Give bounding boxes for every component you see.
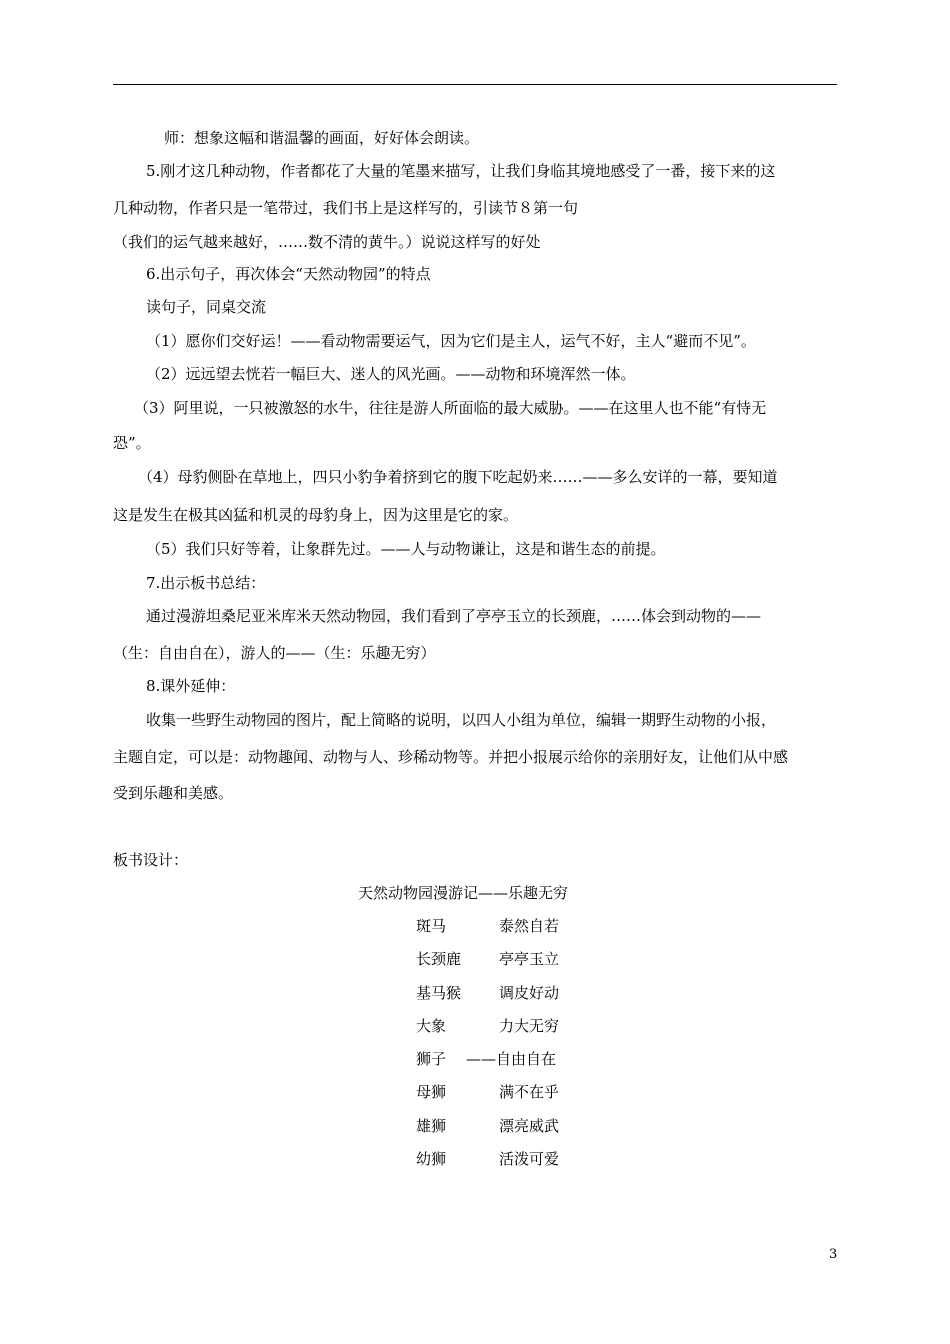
page-number: 3 [829, 1247, 838, 1262]
board-animal: 长颈鹿 [416, 950, 462, 968]
paragraph-line: （我们的运气越来越好，……数不清的黄牛。）说说这样写的好处 [113, 233, 541, 251]
board-desc: 调皮好动 [499, 984, 560, 1002]
paragraph-line: 6.出示句子，再次体会“天然动物园”的特点 [146, 265, 431, 283]
paragraph-line: 收集一些野生动物园的图片，配上简略的说明，以四人小组为单位，编辑一期野生动物的小报， [146, 711, 777, 729]
paragraph-line: 主题自定，可以是：动物趣闻、动物与人、珍稀动物等。并把小报展示给你的亲朋好友，让他们从中感 [113, 748, 789, 766]
paragraph-line: 读句子，同桌交流 [146, 298, 267, 316]
board-animal: 狮子 [416, 1050, 447, 1068]
board-animal: 斑马 [416, 917, 447, 935]
board-animal: 基马猴 [416, 984, 462, 1002]
paragraph-line: （2）远远望去恍若一幅巨大、迷人的风光画。——动物和环境浑然一体。 [146, 365, 636, 383]
board-animal: 大象 [416, 1017, 447, 1035]
paragraph-line: 受到乐趣和美感。 [113, 784, 234, 802]
board-desc: 力大无穷 [499, 1017, 560, 1035]
paragraph-line: 5.刚才这几种动物，作者都花了大量的笔墨来描写，让我们身临其境地感受了一番，接下来的这 [146, 162, 776, 180]
paragraph-line: 通过漫游坦桑尼亚米库米天然动物园，我们看到了亭亭玉立的长颈鹿，……体会到动物的—— [146, 607, 762, 625]
paragraph-line: （生：自由自在），游人的——（生：乐趣无穷） [113, 644, 436, 662]
paragraph-line: 8.课外延伸： [146, 677, 236, 695]
paragraph-line: 几种动物，作者只是一笔带过，我们书上是这样写的，引读节８第一句 [113, 199, 579, 217]
paragraph-line: （5）我们只好等着，让象群先过。——人与动物谦让，这是和谐生态的前提。 [146, 540, 666, 558]
paragraph-line: 7.出示板书总结： [146, 574, 266, 592]
board-heading: 板书设计： [113, 851, 189, 869]
board-title: 天然动物园漫游记——乐趣无穷 [358, 884, 569, 902]
paragraph-line: （1）愿你们交好运！——看动物需要运气，因为它们是主人，运气不好，主人“避而不见”。 [146, 332, 756, 350]
board-animal: 雄狮 [416, 1117, 447, 1135]
paragraph-line: （3）阿里说，一只被激怒的水牛，往往是游人所面临的最大威胁。——在这里人也不能“有恃无 [134, 399, 767, 417]
board-desc: ——自由自在 [466, 1050, 557, 1068]
board-desc: 漂亮威武 [499, 1117, 560, 1135]
board-desc: 泰然自若 [499, 917, 560, 935]
board-animal: 母狮 [416, 1083, 447, 1101]
board-desc: 活泼可爱 [499, 1150, 560, 1168]
board-desc: 满不在乎 [499, 1083, 560, 1101]
paragraph-line: （4）母豹侧卧在草地上，四只小豹争着挤到它的腹下吃起奶来……——多么安详的一幕，要知道 [138, 468, 778, 486]
header-rule [113, 84, 837, 85]
paragraph-line: 恐”。 [113, 434, 151, 452]
paragraph-line: 师：想象这幅和谐温馨的画面，好好体会朗读。 [164, 129, 480, 147]
paragraph-line: 这是发生在极其凶猛和机灵的母豹身上，因为这里是它的家。 [113, 506, 519, 524]
board-animal: 幼狮 [416, 1150, 447, 1168]
board-desc: 亭亭玉立 [499, 950, 560, 968]
